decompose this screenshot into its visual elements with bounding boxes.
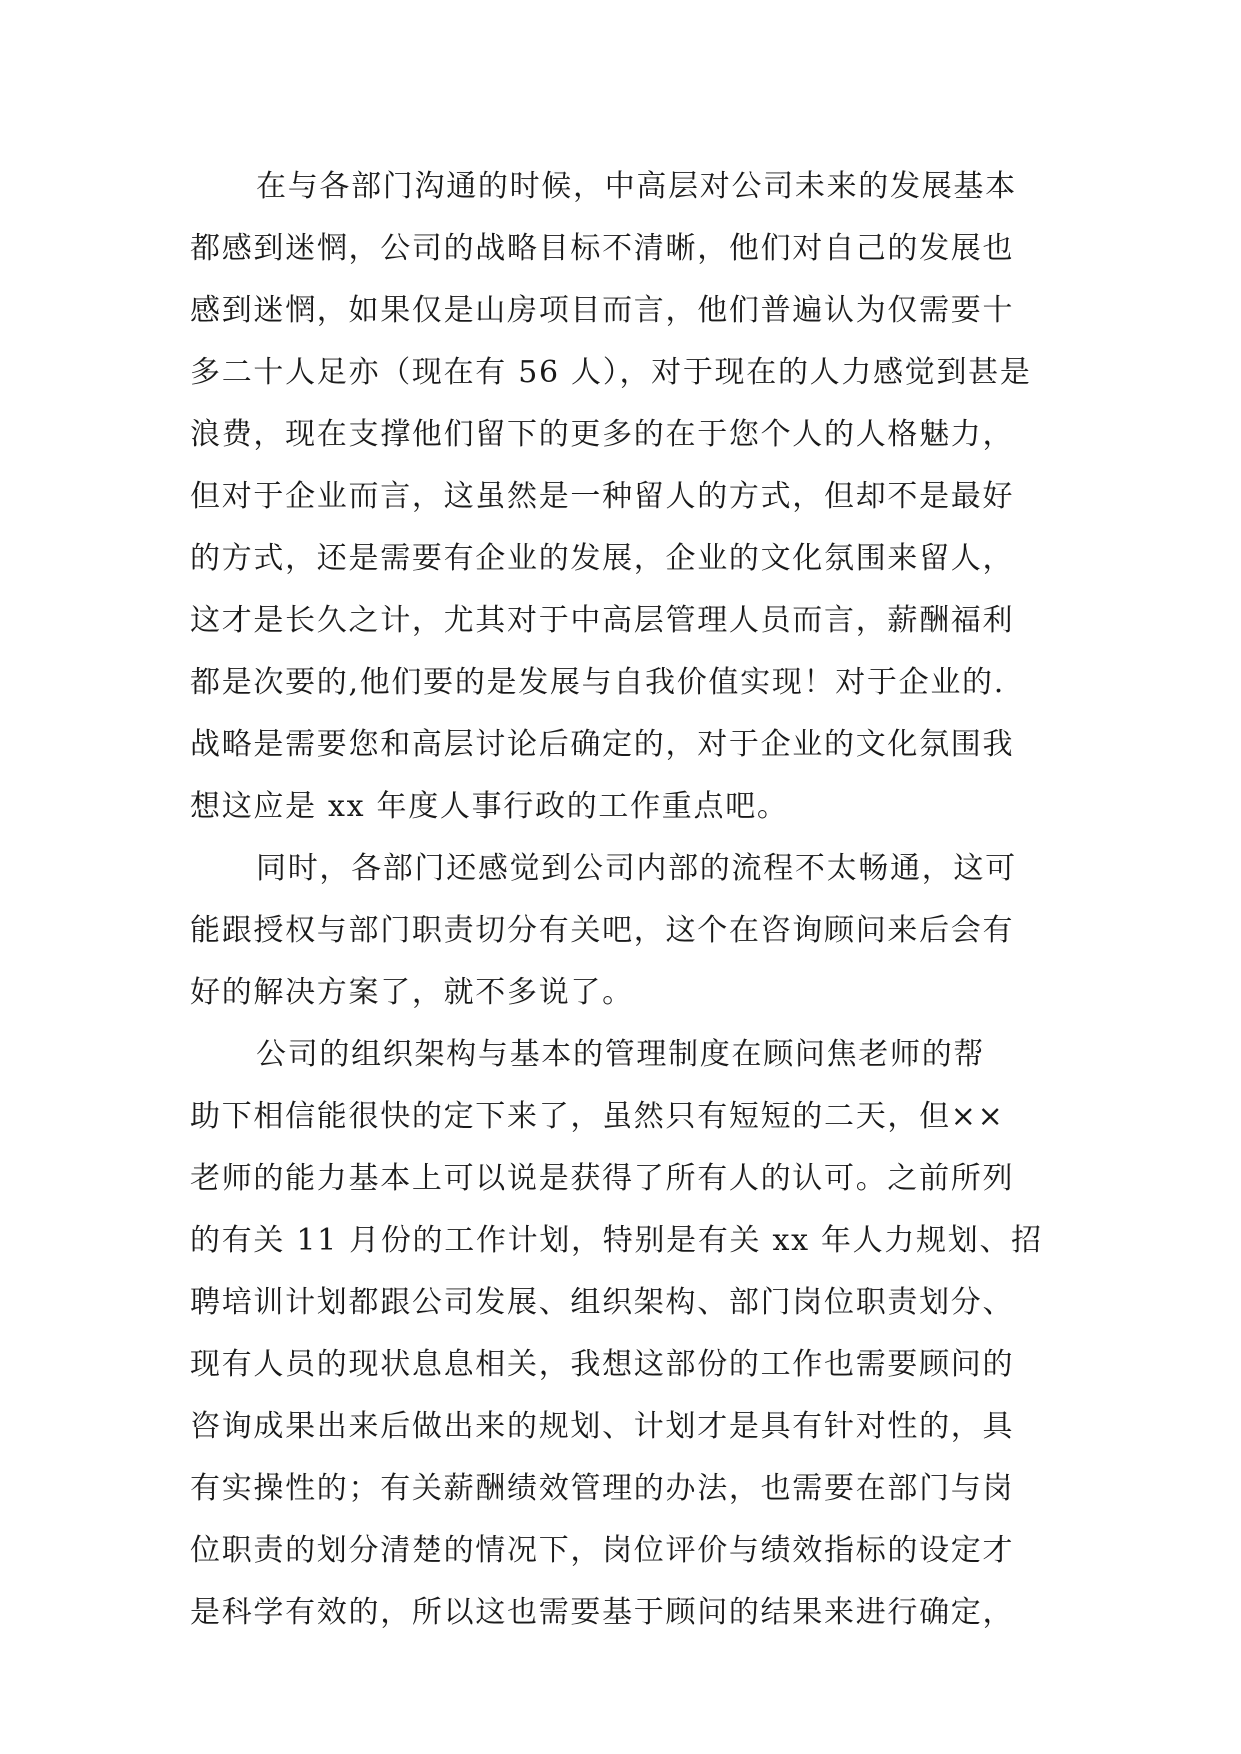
paragraph-line: 同时，各部门还感觉到公司内部的流程不太畅通，这可 — [256, 851, 1017, 886]
paragraph-line: 都感到迷惘，公司的战略目标不清晰，他们对自己的发展也 — [190, 231, 1015, 266]
paragraph-line: 浪费，现在支撑他们留下的更多的在于您个人的人格魅力， — [190, 417, 1015, 452]
paragraph-line: 好的解决方案了，就不多说了。 — [190, 975, 634, 1010]
paragraph-process — [190, 838, 1058, 1024]
paragraph-line: 有实操性的；有关薪酬绩效管理的办法，也需要在部门与岗 — [190, 1471, 1015, 1506]
paragraph-line: 老师的能力基本上可以说是获得了所有人的认可。之前所列 — [190, 1161, 1015, 1196]
paragraph-line: 但对于企业而言，这虽然是一种留人的方式，但却不是最好 — [190, 479, 1015, 514]
paragraph-line: 想这应是 xx 年度人事行政的工作重点吧。 — [190, 789, 789, 824]
paragraph-line: 的有关 11 月份的工作计划，特别是有关 xx 年人力规划、招 — [190, 1223, 1043, 1258]
paragraph-line: 公司的组织架构与基本的管理制度在顾问焦老师的帮 — [256, 1037, 986, 1072]
paragraph-line: 能跟授权与部门职责切分有关吧，这个在咨询顾问来后会有 — [190, 913, 1015, 948]
paragraph-line: 咨询成果出来后做出来的规划、计划才是具有针对性的，具 — [190, 1409, 1015, 1444]
paragraph-line: 感到迷惘，如果仅是山房项目而言，他们普遍认为仅需要十 — [190, 293, 1015, 328]
paragraph-line: 助下相信能很快的定下来了，虽然只有短短的二天，但×× — [190, 1099, 1005, 1134]
paragraph-strategy — [190, 156, 1058, 838]
paragraph-organization — [190, 1024, 1058, 1644]
paragraph-line: 是科学有效的，所以这也需要基于顾问的结果来进行确定， — [190, 1595, 1015, 1630]
paragraph-line: 在与各部门沟通的时候，中高层对公司未来的发展基本 — [256, 169, 1017, 204]
paragraph-line: 这才是长久之计，尤其对于中高层管理人员而言，薪酬福利 — [190, 603, 1015, 638]
paragraph-line: 的方式，还是需要有企业的发展，企业的文化氛围来留人， — [190, 541, 1015, 576]
paragraph-line: 现有人员的现状息息相关，我想这部份的工作也需要顾问的 — [190, 1347, 1015, 1382]
paragraph-line: 战略是需要您和高层讨论后确定的，对于企业的文化氛围我 — [190, 727, 1015, 762]
paragraph-line: 都是次要的,他们要的是发展与自我价值实现！对于企业的. — [190, 665, 1005, 700]
paragraph-line: 位职责的划分清楚的情况下，岗位评价与绩效指标的设定才 — [190, 1533, 1015, 1568]
paragraph-line: 多二十人足亦（现在有 56 人），对于现在的人力感觉到甚是 — [190, 355, 1032, 390]
document-body — [190, 156, 1058, 1644]
paragraph-line: 聘培训计划都跟公司发展、组织架构、部门岗位职责划分、 — [190, 1285, 1015, 1320]
